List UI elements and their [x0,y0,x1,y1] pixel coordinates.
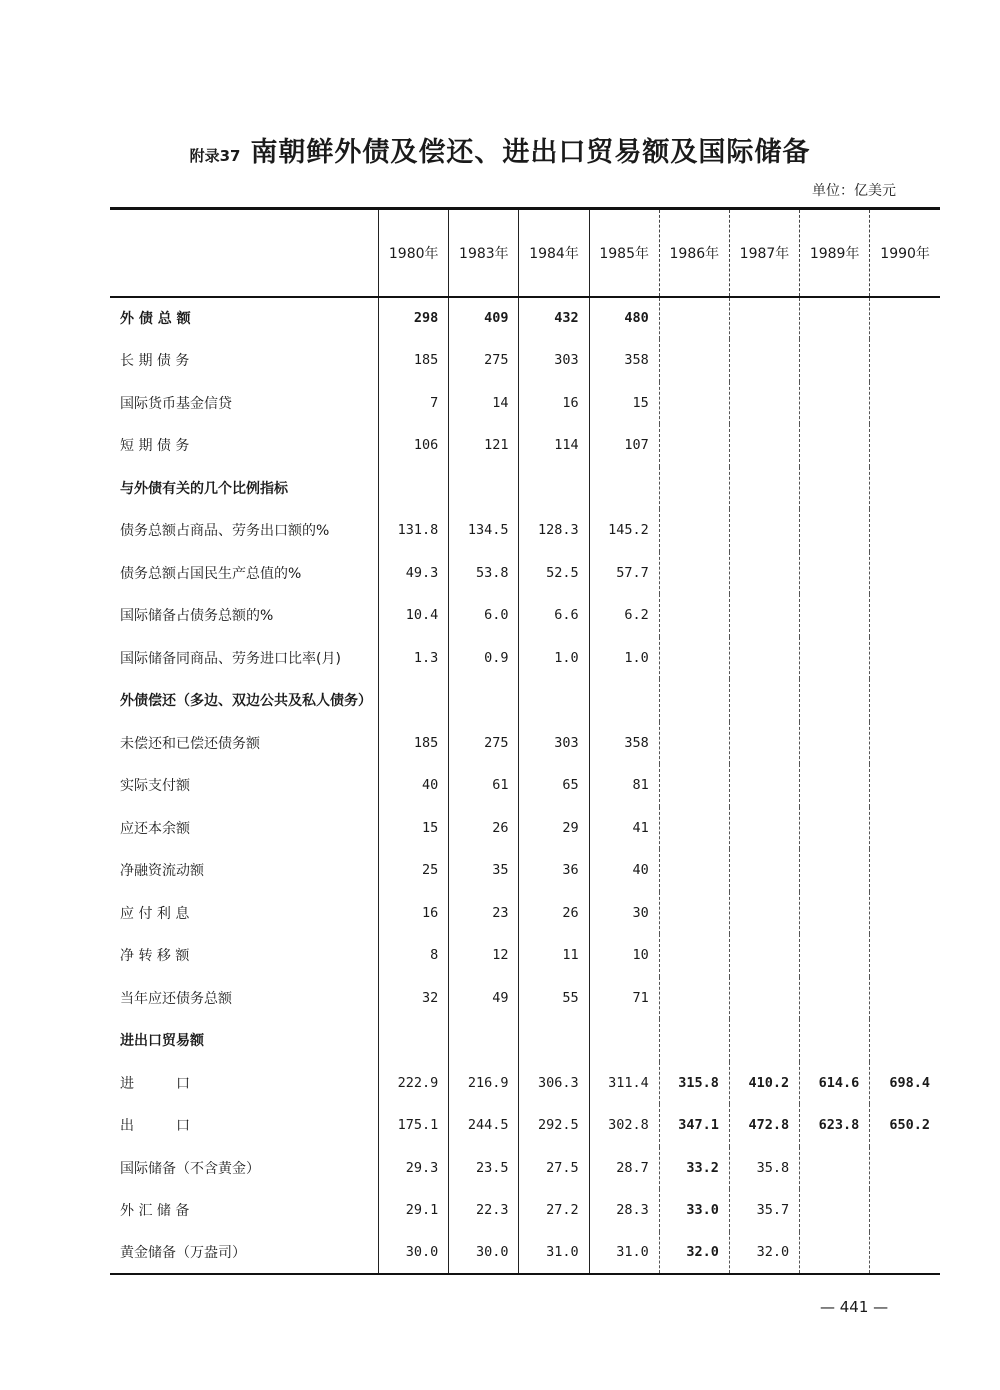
table-row [110,764,940,807]
page-title: 南朝鲜外债及偿还、进出口贸易额及国际储备 [250,137,811,168]
row-label: 未偿还和已偿还债务额 [120,735,260,752]
value-cell [870,764,940,807]
value-cell [729,552,799,595]
row-label: 外债偿还（多边、双边公共及私人债务） [120,693,372,710]
value-cell [589,1019,659,1062]
value-cell [659,637,729,680]
value-cell: 15 [589,382,659,425]
value-cell: 298 [379,297,449,340]
value-cell [800,637,870,680]
row-label: 应还本余额 [120,820,190,837]
value-cell: 303 [519,722,589,765]
value-cell: 347.1 [659,1104,729,1147]
year-header: 1984年 [519,209,589,297]
value-cell: 53.8 [449,552,519,595]
value-cell: 29 [519,807,589,850]
table-row [110,552,940,595]
value-cell: 6.6 [519,594,589,637]
value-cell: 311.4 [589,1062,659,1105]
value-cell: 16 [519,382,589,425]
value-cell: 12 [449,934,519,977]
value-cell: 121 [449,424,519,467]
value-cell: 30.0 [379,1232,449,1275]
value-cell: 131.8 [379,509,449,552]
value-cell: 40 [589,849,659,892]
value-cell: 71 [589,977,659,1020]
value-cell: 32 [379,977,449,1020]
row-label: 净 转 移 额 [120,948,190,965]
data-table-container [110,207,940,1275]
value-cell [800,764,870,807]
value-cell: 33.2 [659,1147,729,1190]
row-label: 国际货币基金信贷 [120,395,232,412]
value-cell: 0.9 [449,637,519,680]
value-cell: 55 [519,977,589,1020]
value-cell [800,552,870,595]
value-cell [800,1232,870,1275]
value-cell: 292.5 [519,1104,589,1147]
value-cell [870,637,940,680]
value-cell: 614.6 [800,1062,870,1105]
value-cell [729,339,799,382]
value-cell [800,594,870,637]
value-cell [800,849,870,892]
value-cell [870,892,940,935]
value-cell [800,382,870,425]
value-cell: 134.5 [449,509,519,552]
row-label: 与外债有关的几个比例指标 [120,480,288,497]
value-cell [659,722,729,765]
table-row [110,509,940,552]
value-cell: 6.0 [449,594,519,637]
value-cell: 36 [519,849,589,892]
value-cell [659,892,729,935]
value-cell [870,679,940,722]
table-row [110,934,940,977]
value-cell [519,679,589,722]
value-cell: 31.0 [589,1232,659,1275]
value-cell [870,1019,940,1062]
year-header: 1983年 [449,209,519,297]
value-cell: 216.9 [449,1062,519,1105]
value-cell: 114 [519,424,589,467]
value-cell [870,382,940,425]
value-cell: 10 [589,934,659,977]
value-cell [870,509,940,552]
value-cell: 28.7 [589,1147,659,1190]
value-cell: 275 [449,339,519,382]
value-cell: 302.8 [589,1104,659,1147]
value-cell [729,1019,799,1062]
value-cell: 23 [449,892,519,935]
value-cell [449,467,519,510]
value-cell [659,594,729,637]
table-row [110,1147,940,1190]
value-cell [729,297,799,340]
value-cell [870,467,940,510]
value-cell: 35 [449,849,519,892]
value-cell [659,382,729,425]
value-cell [800,339,870,382]
row-label: 债务总额占国民生产总值的% [120,565,302,582]
value-cell [729,382,799,425]
value-cell [870,849,940,892]
value-cell [659,552,729,595]
value-cell [870,1189,940,1232]
value-cell: 26 [449,807,519,850]
value-cell [870,722,940,765]
value-cell [729,892,799,935]
value-cell: 306.3 [519,1062,589,1105]
table-row [110,339,940,382]
value-cell [729,849,799,892]
table-row [110,807,940,850]
value-cell [800,977,870,1020]
value-cell [729,509,799,552]
section-row [110,1019,940,1062]
value-cell: 185 [379,722,449,765]
value-cell: 35.7 [729,1189,799,1232]
row-label: 外 汇 储 备 [120,1203,190,1220]
value-cell [659,467,729,510]
value-cell [659,509,729,552]
row-label: 国际储备同商品、劳务进口比率(月) [120,650,341,667]
value-cell [589,679,659,722]
value-cell: 8 [379,934,449,977]
year-header: 1980年 [379,209,449,297]
table-row [110,1189,940,1232]
value-cell: 16 [379,892,449,935]
row-label: 国际储备（不含黄金） [120,1160,260,1177]
row-label: 净融资流动额 [120,863,204,880]
value-cell: 65 [519,764,589,807]
value-cell [870,977,940,1020]
header-row [110,209,940,297]
value-cell [800,424,870,467]
value-cell: 10.4 [379,594,449,637]
value-cell: 303 [519,339,589,382]
value-cell: 81 [589,764,659,807]
value-cell [800,1147,870,1190]
value-cell: 7 [379,382,449,425]
value-cell [870,934,940,977]
value-cell [659,934,729,977]
row-label: 进 口 [120,1075,190,1092]
value-cell: 175.1 [379,1104,449,1147]
value-cell [659,679,729,722]
value-cell [800,679,870,722]
value-cell: 480 [589,297,659,340]
value-cell: 29.3 [379,1147,449,1190]
year-header: 1989年 [800,209,870,297]
value-cell [379,1019,449,1062]
table-row [110,849,940,892]
table-row [110,424,940,467]
value-cell [870,339,940,382]
value-cell: 30 [589,892,659,935]
value-cell: 472.8 [729,1104,799,1147]
value-cell: 1.3 [379,637,449,680]
value-cell: 14 [449,382,519,425]
table-row [110,382,940,425]
value-cell: 6.2 [589,594,659,637]
value-cell [870,594,940,637]
table-row [110,1232,940,1275]
row-label: 黄金储备（万盎司） [110,1232,379,1275]
value-cell: 33.0 [659,1189,729,1232]
value-cell: 30.0 [449,1232,519,1275]
value-cell [800,722,870,765]
value-cell [800,892,870,935]
table-row [110,977,940,1020]
value-cell: 49.3 [379,552,449,595]
value-cell [589,467,659,510]
value-cell [800,934,870,977]
value-cell: 57.7 [589,552,659,595]
value-cell: 23.5 [449,1147,519,1190]
value-cell [449,679,519,722]
table-row [110,1062,940,1105]
section-row [110,679,940,722]
value-cell: 22.3 [449,1189,519,1232]
row-label: 进出口贸易额 [120,1033,204,1050]
value-cell [729,934,799,977]
value-cell: 409 [449,297,519,340]
value-cell [870,1147,940,1190]
value-cell [870,807,940,850]
row-label: 债务总额占商品、劳务出口额的% [120,523,330,540]
value-cell [379,679,449,722]
row-label: 实际支付额 [120,778,190,795]
table-row [110,892,940,935]
value-cell: 61 [449,764,519,807]
value-cell: 29.1 [379,1189,449,1232]
value-cell: 107 [589,424,659,467]
value-cell [519,467,589,510]
value-cell: 698.4 [870,1062,940,1105]
value-cell: 27.2 [519,1189,589,1232]
year-header: 1986年 [659,209,729,297]
value-cell: 410.2 [729,1062,799,1105]
appendix-number: 附录37 [189,147,241,165]
value-cell [800,1019,870,1062]
table-row [110,1104,940,1147]
value-cell: 25 [379,849,449,892]
year-header: 1990年 [870,209,940,297]
value-cell: 41 [589,807,659,850]
value-cell: 315.8 [659,1062,729,1105]
value-cell: 32.0 [729,1232,799,1275]
value-cell [729,977,799,1020]
value-cell [659,764,729,807]
value-cell [729,467,799,510]
section-row [110,297,940,340]
table-row [110,722,940,765]
table-body [110,297,940,1275]
value-cell: 1.0 [589,637,659,680]
row-label: 外 债 总 额 [120,311,191,328]
value-cell [870,424,940,467]
value-cell: 650.2 [870,1104,940,1147]
value-cell [729,807,799,850]
title-row [0,130,1000,169]
value-cell: 11 [519,934,589,977]
value-cell: 49 [449,977,519,1020]
row-label: 短 期 债 务 [120,438,190,455]
value-cell [800,509,870,552]
value-cell: 31.0 [519,1232,589,1275]
value-cell [659,339,729,382]
value-cell [449,1019,519,1062]
value-cell: 185 [379,339,449,382]
value-cell [870,552,940,595]
value-cell: 40 [379,764,449,807]
debt-trade-reserves-table [110,207,940,1275]
value-cell [729,722,799,765]
page-number: — 441 — [820,1298,889,1316]
value-cell [519,1019,589,1062]
value-cell [729,637,799,680]
value-cell: 145.2 [589,509,659,552]
value-cell: 222.9 [379,1062,449,1105]
value-cell: 244.5 [449,1104,519,1147]
value-cell: 358 [589,722,659,765]
header-label-cell [110,209,379,297]
table-row [110,594,940,637]
value-cell: 128.3 [519,509,589,552]
section-row [110,467,940,510]
value-cell [729,679,799,722]
value-cell [659,977,729,1020]
row-label: 应 付 利 息 [120,905,190,922]
value-cell [659,1019,729,1062]
unit-label: 单位：亿美元 [812,183,896,199]
value-cell: 623.8 [800,1104,870,1147]
row-label: 长 期 债 务 [120,353,190,370]
value-cell [800,1189,870,1232]
value-cell: 432 [519,297,589,340]
value-cell [659,297,729,340]
row-label: 国际储备占债务总额的% [120,608,274,625]
value-cell [379,467,449,510]
year-header: 1987年 [729,209,799,297]
value-cell: 15 [379,807,449,850]
row-label: 出 口 [120,1118,190,1135]
value-cell: 1.0 [519,637,589,680]
value-cell [800,467,870,510]
value-cell: 275 [449,722,519,765]
value-cell [729,424,799,467]
year-header: 1985年 [589,209,659,297]
value-cell: 106 [379,424,449,467]
table-row [110,637,940,680]
value-cell [800,807,870,850]
value-cell [870,297,940,340]
value-cell [729,594,799,637]
value-cell [729,764,799,807]
value-cell: 358 [589,339,659,382]
value-cell: 28.3 [589,1189,659,1232]
value-cell [659,807,729,850]
value-cell: 26 [519,892,589,935]
value-cell [659,849,729,892]
value-cell: 32.0 [659,1232,729,1275]
row-label: 当年应还债务总额 [120,990,232,1007]
value-cell [659,424,729,467]
value-cell [800,297,870,340]
value-cell: 35.8 [729,1147,799,1190]
value-cell [870,1232,940,1275]
value-cell: 27.5 [519,1147,589,1190]
value-cell: 52.5 [519,552,589,595]
